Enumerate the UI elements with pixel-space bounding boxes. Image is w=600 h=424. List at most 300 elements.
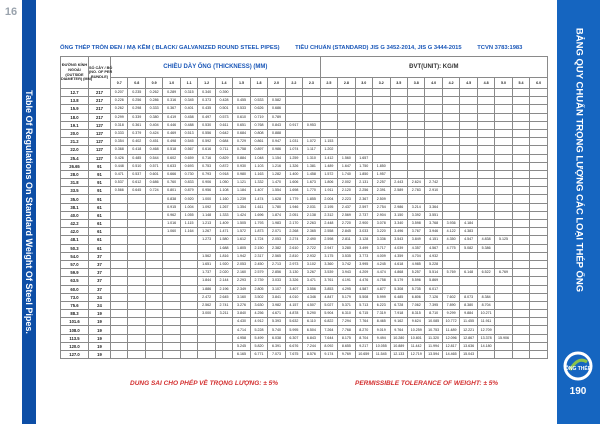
weight-cell: 5.371 bbox=[338, 301, 355, 309]
weight-cell: 1.055 bbox=[180, 211, 197, 219]
weight-cell: 4.009 bbox=[373, 252, 390, 260]
weight-cell bbox=[320, 113, 337, 121]
table-row bbox=[61, 170, 548, 178]
weight-cell bbox=[460, 187, 477, 195]
weight-cell: 2.947 bbox=[320, 244, 337, 252]
weight-cell: 0.518 bbox=[163, 146, 180, 154]
weight-cell: 5.820 bbox=[250, 342, 267, 350]
weight-cell: 1.874 bbox=[268, 211, 285, 219]
weight-cell: 4.877 bbox=[373, 285, 390, 293]
weight-cell bbox=[128, 285, 145, 293]
weight-cell: 5.257 bbox=[407, 269, 424, 277]
outside-diameter: 101.6 bbox=[61, 318, 89, 326]
weight-cell: 1.750 bbox=[355, 162, 372, 170]
bundle-header-line: (NO. OF PER bbox=[89, 70, 113, 75]
weight-cell bbox=[512, 146, 529, 154]
weight-cell: 8.175 bbox=[338, 334, 355, 342]
outside-diameter: 73.0 bbox=[61, 293, 89, 301]
weight-cell: 2.450 bbox=[250, 260, 267, 268]
weight-cell: 1.673 bbox=[303, 179, 320, 187]
weight-cell: 0.962 bbox=[163, 211, 180, 219]
weight-cell: 3.078 bbox=[373, 220, 390, 228]
weight-cell: 0.872 bbox=[215, 162, 232, 170]
thickness-value: 2.3 bbox=[303, 78, 320, 89]
weight-cell: 9.494 bbox=[373, 334, 390, 342]
weight-cell: 0.207 bbox=[111, 89, 128, 97]
weight-cell: 9.299 bbox=[442, 310, 459, 318]
bundle-count: 127 bbox=[89, 146, 111, 154]
weight-cell: 13.636 bbox=[460, 342, 477, 350]
weight-cell: 2.589 bbox=[390, 187, 407, 195]
tcvn-label: TCVN 3783:1983 bbox=[477, 45, 523, 51]
weight-cell bbox=[180, 293, 197, 301]
weight-cell: 0.316 bbox=[163, 97, 180, 105]
weight-cell bbox=[495, 187, 512, 195]
weight-cell bbox=[355, 89, 372, 97]
weight-cell bbox=[460, 105, 477, 113]
weight-cell: 0.684 bbox=[233, 129, 250, 137]
weight-cell: 6.522 bbox=[477, 269, 494, 277]
bundle-count: 61 bbox=[89, 244, 111, 252]
weight-cell: 3.556 bbox=[303, 285, 320, 293]
weight-cell bbox=[442, 277, 459, 285]
weight-cell bbox=[477, 162, 494, 170]
weight-cell: 4.256 bbox=[250, 310, 267, 318]
weight-cell bbox=[425, 138, 442, 146]
weight-cell bbox=[442, 260, 459, 268]
outside-diameter: 18.0 bbox=[61, 113, 89, 121]
weight-cell: 2.565 bbox=[268, 252, 285, 260]
weight-cell bbox=[477, 154, 494, 162]
weight-cell: 0.686 bbox=[145, 179, 162, 187]
weight-cell: 2.170 bbox=[285, 220, 302, 228]
weight-cell bbox=[407, 195, 424, 203]
weight-cell: 11.994 bbox=[425, 342, 442, 350]
weight-cell: 1.470 bbox=[268, 179, 285, 187]
weight-cell: 3.392 bbox=[407, 211, 424, 219]
weight-cell: 1.016 bbox=[163, 220, 180, 228]
bundle-count: 61 bbox=[89, 203, 111, 211]
outside-diameter: 15.9 bbox=[61, 105, 89, 113]
weight-cell: 0.930 bbox=[233, 162, 250, 170]
table-row bbox=[61, 138, 548, 146]
weight-cell bbox=[442, 129, 459, 137]
weight-cell: 3.598 bbox=[407, 220, 424, 228]
weight-cell bbox=[338, 105, 355, 113]
table-row bbox=[61, 162, 548, 170]
weight-cell: 0.315 bbox=[180, 89, 197, 97]
bundle-count: 61 bbox=[89, 236, 111, 244]
weight-cell: 0.510 bbox=[128, 162, 145, 170]
weight-cell: 1.216 bbox=[268, 162, 285, 170]
weight-cell bbox=[530, 334, 548, 342]
weight-cell: 0.380 bbox=[145, 113, 162, 121]
weight-cell bbox=[460, 89, 477, 97]
weight-cell: 1.072 bbox=[303, 138, 320, 146]
weight-cell bbox=[215, 334, 232, 342]
weight-cell: 2.437 bbox=[338, 203, 355, 211]
weight-cell bbox=[145, 244, 162, 252]
weight-cell bbox=[111, 310, 128, 318]
weight-cell bbox=[111, 326, 128, 334]
thickness-value: 0.9 bbox=[145, 78, 162, 89]
thickness-value: 1.0 bbox=[163, 78, 180, 89]
weight-cell bbox=[145, 318, 162, 326]
weight-cell: 3.551 bbox=[425, 211, 442, 219]
weight-cell bbox=[495, 203, 512, 211]
weight-cell: 0.289 bbox=[163, 89, 180, 97]
weight-cell: 1.647 bbox=[338, 162, 355, 170]
weight-cell: 1.412 bbox=[320, 154, 337, 162]
weight-cell bbox=[338, 97, 355, 105]
pipe-title: ỐNG THÉP TRÒN ĐEN / MẠ KẼM ( BLACK/ GALVANIZED ROUND STEEL PIPES) bbox=[60, 45, 280, 51]
weight-cell bbox=[407, 170, 424, 178]
weight-cell: 1.911 bbox=[320, 187, 337, 195]
weight-cell bbox=[180, 301, 197, 309]
weight-cell: 1.696 bbox=[250, 211, 267, 219]
weight-cell bbox=[512, 179, 529, 187]
weight-cell: 2.448 bbox=[320, 220, 337, 228]
weight-cell bbox=[512, 318, 529, 326]
outside-diameter: 42.2 bbox=[61, 220, 89, 228]
weight-cell bbox=[215, 318, 232, 326]
weight-cell: 12.709 bbox=[477, 326, 494, 334]
weight-cell: 3.175 bbox=[320, 252, 337, 260]
weight-cell bbox=[180, 351, 197, 359]
weight-cell: 0.455 bbox=[233, 97, 250, 105]
weight-cell bbox=[180, 252, 197, 260]
weight-cell: 1.004 bbox=[180, 203, 197, 211]
weight-cell: 2.443 bbox=[390, 179, 407, 187]
weight-cell: 4.295 bbox=[338, 285, 355, 293]
weight-cell: 4.209 bbox=[355, 269, 372, 277]
weight-cell: 2.195 bbox=[320, 203, 337, 211]
weight-cell: 2.624 bbox=[407, 179, 424, 187]
weight-cell bbox=[390, 170, 407, 178]
weight-cell bbox=[128, 310, 145, 318]
weight-cell bbox=[477, 203, 494, 211]
weight-cell: 2.196 bbox=[215, 285, 232, 293]
weight-cell bbox=[145, 293, 162, 301]
weight-cell: 2.150 bbox=[250, 244, 267, 252]
weight-cell: 1.793 bbox=[250, 220, 267, 228]
weight-cell: 1.806 bbox=[320, 179, 337, 187]
weight-cell bbox=[442, 154, 459, 162]
weight-cell: 3.107 bbox=[268, 285, 285, 293]
weight-cell: 4.878 bbox=[285, 310, 302, 318]
weight-cell bbox=[180, 334, 197, 342]
bundle-header-line: BUNDLE) bbox=[90, 74, 109, 79]
weight-cell: 11.455 bbox=[460, 318, 477, 326]
weight-cell bbox=[320, 121, 337, 129]
weight-cell: 4.671 bbox=[268, 310, 285, 318]
weight-cell bbox=[495, 162, 512, 170]
weight-cell bbox=[407, 97, 424, 105]
weight-cell bbox=[442, 179, 459, 187]
weight-cell bbox=[355, 105, 372, 113]
weight-cell: 5.514 bbox=[425, 269, 442, 277]
weight-cell: 4.775 bbox=[442, 244, 459, 252]
weight-cell bbox=[390, 121, 407, 129]
weight-cell bbox=[128, 269, 145, 277]
weight-cell bbox=[477, 97, 494, 105]
weight-cell: 5.027 bbox=[320, 301, 337, 309]
weight-cell: 15.906 bbox=[495, 334, 512, 342]
weight-cell bbox=[163, 334, 180, 342]
weight-cell: 12.096 bbox=[442, 334, 459, 342]
weight-cell bbox=[180, 310, 197, 318]
weight-cell: 0.361 bbox=[128, 121, 145, 129]
weight-cell bbox=[512, 203, 529, 211]
weight-cell: 0.612 bbox=[128, 179, 145, 187]
weight-cell: 2.845 bbox=[338, 228, 355, 236]
weight-cell: 1.000 bbox=[198, 195, 215, 203]
weight-cell: 1.060 bbox=[163, 228, 180, 236]
weight-cell: 8.270 bbox=[355, 326, 372, 334]
weight-cell: 0.571 bbox=[145, 162, 162, 170]
weight-cell bbox=[198, 318, 215, 326]
weight-cell: 11.545 bbox=[373, 351, 390, 359]
weight-cell: 1.267 bbox=[215, 203, 232, 211]
bundle-count: 19 bbox=[89, 318, 111, 326]
weight-cell: 1.957 bbox=[373, 170, 390, 178]
table-body bbox=[61, 89, 548, 359]
table-row bbox=[61, 121, 548, 129]
weight-cell: 0.428 bbox=[215, 97, 232, 105]
weight-cell: 0.920 bbox=[180, 195, 197, 203]
weight-cell: 12.867 bbox=[460, 334, 477, 342]
weight-cell bbox=[111, 252, 128, 260]
weight-cell: 7.319 bbox=[373, 310, 390, 318]
weight-cell bbox=[530, 170, 548, 178]
weight-cell: 6.771 bbox=[250, 351, 267, 359]
weight-cell bbox=[407, 138, 424, 146]
weight-cell bbox=[477, 260, 494, 268]
weight-cell bbox=[285, 129, 302, 137]
weight-cell: 2.472 bbox=[198, 293, 215, 301]
weight-cell: 2.031 bbox=[303, 203, 320, 211]
weight-cell: 3.214 bbox=[407, 203, 424, 211]
weight-cell bbox=[180, 326, 197, 334]
weight-cell bbox=[128, 211, 145, 219]
weight-cell: 1.117 bbox=[303, 146, 320, 154]
outside-diameter: 60.0 bbox=[61, 285, 89, 293]
weight-cell bbox=[180, 285, 197, 293]
weight-cell bbox=[512, 228, 529, 236]
weight-cell: 2.257 bbox=[373, 179, 390, 187]
weight-cell bbox=[512, 113, 529, 121]
weight-cell: 9.162 bbox=[390, 318, 407, 326]
weight-cell: 6.148 bbox=[460, 269, 477, 277]
weight-cell: 9.769 bbox=[338, 351, 355, 359]
weight-cell: 1.920 bbox=[215, 260, 232, 268]
weight-cell: 5.082 bbox=[460, 244, 477, 252]
weight-cell: 1.148 bbox=[198, 211, 215, 219]
weight-cell: 5.179 bbox=[390, 277, 407, 285]
weight-cell bbox=[512, 269, 529, 277]
weight-cell: 0.651 bbox=[233, 121, 250, 129]
weight-cell: 9.884 bbox=[460, 310, 477, 318]
weight-cell: 0.684 bbox=[215, 138, 232, 146]
weight-cell bbox=[530, 228, 548, 236]
weight-cell: 3.995 bbox=[355, 260, 372, 268]
table-row bbox=[61, 89, 548, 97]
weight-cell: 5.995 bbox=[285, 326, 302, 334]
weight-cell: 1.332 bbox=[250, 179, 267, 187]
weight-cell: 0.879 bbox=[180, 187, 197, 195]
weight-cell: 5.740 bbox=[268, 326, 285, 334]
table-row bbox=[61, 318, 548, 326]
bundle-count: 217 bbox=[89, 89, 111, 97]
weight-cell: 4.868 bbox=[390, 269, 407, 277]
weight-cell: 7.244 bbox=[303, 342, 320, 350]
weight-cell: 8.704 bbox=[477, 301, 494, 309]
weight-cell bbox=[512, 211, 529, 219]
weight-cell: 1.458 bbox=[303, 170, 320, 178]
weight-cell bbox=[111, 269, 128, 277]
weight-cell: 1.805 bbox=[233, 244, 250, 252]
weight-cell: 3.543 bbox=[390, 236, 407, 244]
weight-cell: 9.764 bbox=[390, 326, 407, 334]
weight-cell: 0.573 bbox=[215, 113, 232, 121]
weight-cell bbox=[530, 203, 548, 211]
weight-cell: 9.019 bbox=[373, 326, 390, 334]
weight-cell: 2.263 bbox=[303, 220, 320, 228]
weight-cell: 0.711 bbox=[215, 146, 232, 154]
table-row bbox=[61, 252, 548, 260]
weight-cell bbox=[530, 129, 548, 137]
weight-cell bbox=[303, 129, 320, 137]
thickness-value: 3.5 bbox=[390, 78, 407, 89]
weight-cell: 2.904 bbox=[373, 211, 390, 219]
weight-cell bbox=[530, 195, 548, 203]
weight-cell: 0.426 bbox=[111, 154, 128, 162]
weight-cell: 0.537 bbox=[111, 179, 128, 187]
weight-cell bbox=[128, 203, 145, 211]
weight-cell bbox=[180, 260, 197, 268]
weight-cell: 2.579 bbox=[250, 269, 267, 277]
weight-cell bbox=[111, 277, 128, 285]
outside-diameter: 35.0 bbox=[61, 195, 89, 203]
weight-cell: 1.780 bbox=[268, 203, 285, 211]
table-row bbox=[61, 301, 548, 309]
weight-cell bbox=[495, 326, 512, 334]
bundle-count: 217 bbox=[89, 105, 111, 113]
weight-cell bbox=[128, 260, 145, 268]
diameter-header-line: NGOÀI bbox=[68, 67, 81, 72]
weight-cell: 4.618 bbox=[390, 260, 407, 268]
weight-cell: 1.400 bbox=[285, 170, 302, 178]
weight-cell bbox=[407, 113, 424, 121]
weight-cell: 3.130 bbox=[285, 269, 302, 277]
weight-cell: 0.758 bbox=[233, 146, 250, 154]
weight-cell bbox=[530, 211, 548, 219]
weight-cell bbox=[163, 342, 180, 350]
weight-cell: 0.801 bbox=[163, 187, 180, 195]
weight-cell bbox=[460, 285, 477, 293]
weight-cell bbox=[215, 342, 232, 350]
weight-cell bbox=[495, 244, 512, 252]
weight-cell bbox=[145, 269, 162, 277]
bundle-count: 91 bbox=[89, 187, 111, 195]
weight-cell bbox=[111, 301, 128, 309]
bundle-count: 61 bbox=[89, 228, 111, 236]
weight-cell: 1.031 bbox=[285, 138, 302, 146]
weight-cell: 2.317 bbox=[250, 252, 267, 260]
outside-diameter: 12.7 bbox=[61, 89, 89, 97]
weight-cell: 10.801 bbox=[407, 334, 424, 342]
weight-cell bbox=[145, 236, 162, 244]
weight-cell bbox=[512, 105, 529, 113]
weight-cell: 6.391 bbox=[268, 342, 285, 350]
weight-cell bbox=[495, 97, 512, 105]
bundle-count: 19 bbox=[89, 326, 111, 334]
bundle-count: 37 bbox=[89, 277, 111, 285]
tolerance-vn: DUNG SAI CHO PHÉP VỀ TRỌNG LƯỢNG: ± 5% bbox=[130, 380, 279, 387]
weight-cell bbox=[442, 146, 459, 154]
diameter-header-line: (OUTSIDE bbox=[65, 72, 84, 77]
weight-cell: 1.606 bbox=[285, 179, 302, 187]
table-row bbox=[61, 351, 548, 359]
weight-cell bbox=[180, 236, 197, 244]
weight-cell: 5.245 bbox=[233, 342, 250, 350]
thickness-value: 5.4 bbox=[512, 78, 529, 89]
weight-cell: 10.889 bbox=[390, 342, 407, 350]
weight-cell bbox=[460, 154, 477, 162]
thickness-value: 4.8 bbox=[477, 78, 494, 89]
weight-cell: 1.946 bbox=[285, 203, 302, 211]
weight-cell: 0.986 bbox=[268, 146, 285, 154]
diameter-header bbox=[61, 57, 93, 89]
weight-cell: 0.616 bbox=[198, 146, 215, 154]
weight-cell: 6.843 bbox=[303, 334, 320, 342]
weight-cell: 9.217 bbox=[355, 342, 372, 350]
weight-cell: 2.391 bbox=[373, 187, 390, 195]
weight-cell: 2.004 bbox=[320, 195, 337, 203]
weight-cell: 1.333 bbox=[215, 211, 232, 219]
weight-cell: 1.560 bbox=[338, 154, 355, 162]
weight-cell: 0.468 bbox=[145, 146, 162, 154]
weight-cell bbox=[355, 121, 372, 129]
weight-cell bbox=[442, 162, 459, 170]
weight-cell: 1.816 bbox=[215, 252, 232, 260]
weight-cell: 6.310 bbox=[338, 310, 355, 318]
left-margin bbox=[0, 0, 22, 424]
weight-cell bbox=[111, 211, 128, 219]
weight-cell: 1.259 bbox=[285, 154, 302, 162]
outside-diameter: 26.65 bbox=[61, 162, 89, 170]
weight-cell: 11.442 bbox=[407, 342, 424, 350]
weight-cell bbox=[163, 260, 180, 268]
weight-cell: 1.688 bbox=[215, 244, 232, 252]
table-row bbox=[61, 277, 548, 285]
weight-cell: 0.354 bbox=[111, 138, 128, 146]
thickness-values-row bbox=[61, 78, 548, 89]
weight-cell: 0.469 bbox=[163, 129, 180, 137]
weight-cell bbox=[477, 129, 494, 137]
weight-cell bbox=[407, 162, 424, 170]
weight-cell bbox=[215, 351, 232, 359]
table-row bbox=[61, 342, 548, 350]
weight-cell: 1.326 bbox=[285, 162, 302, 170]
weight-cell bbox=[407, 154, 424, 162]
weight-cell: 14.465 bbox=[442, 351, 459, 359]
weight-cell: 0.485 bbox=[128, 154, 145, 162]
weight-cell: 10.055 bbox=[373, 342, 390, 350]
weight-cell: 0.262 bbox=[145, 89, 162, 97]
weight-cell: 7.395 bbox=[425, 301, 442, 309]
weight-cell: 1.724 bbox=[250, 236, 267, 244]
